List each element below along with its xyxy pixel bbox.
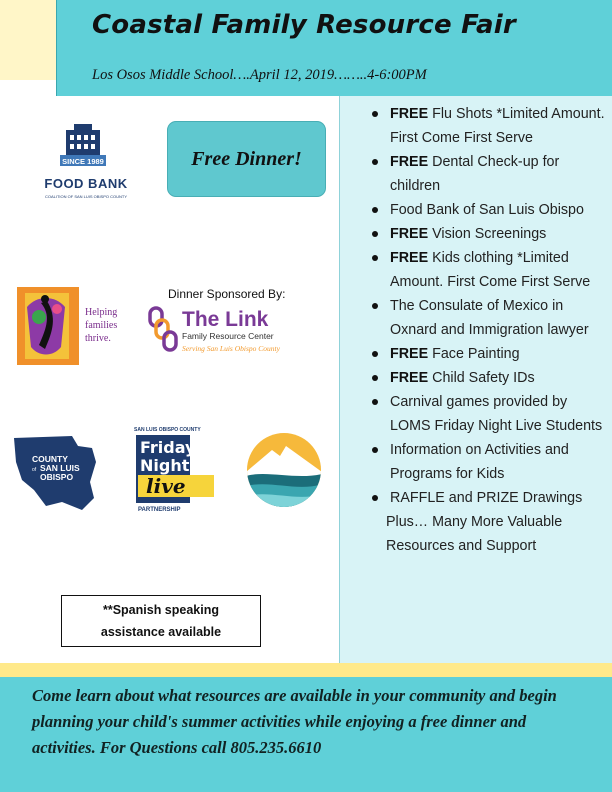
item-text: Dental Check-up for children [390,154,560,194]
item-text: Information on Activities and Programs for Kids [390,442,569,482]
county-line3: OBISPO [40,472,74,482]
list-item [340,366,608,390]
item-text: Flu Shots *Limited Amount. First Come First Serve [390,106,605,146]
free-label: FREE [390,226,429,242]
footer-accent [0,663,612,677]
free-label: FREE [390,346,429,362]
spanish-assistance-note [61,595,261,647]
fnl-top: SAN LUIS OBISPO COUNTY [134,427,201,433]
footer-message: Come learn about what resources are available in your community and begin planning your child's summer activities while enjoying a free dinner and activities. For Questions call 805.235.6610 [32,686,557,757]
resources-panel [339,96,612,663]
list-item [340,438,608,486]
list-item [340,150,608,198]
fnl-night: Night [140,456,190,475]
item-text: RAFFLE and PRIZE Drawings [390,490,583,506]
free-label: FREE [390,370,429,386]
county-logo [12,432,102,514]
free-label: FREE [390,154,429,170]
fnl-friday: Friday [140,438,196,457]
mountain-wave-logo [246,432,322,508]
item-text: Child Safety IDs [428,370,535,386]
sponsor-label: Dinner Sponsored By: [168,287,286,301]
the-link-tag: Serving San Luis Obispo County [182,344,280,353]
fnl-bottom: PARTNERSHIP [138,507,181,513]
fnl-live: live [146,474,186,498]
county-line2: SAN LUIS [40,463,80,473]
list-item [340,198,608,222]
food-bank-logo [36,120,140,202]
free-label: FREE [390,106,429,122]
item-text: Face Painting [428,346,520,362]
header-accent [0,0,56,80]
event-details: Los Osos Middle School….April 12, 2019……..4-6:00PM [92,67,427,83]
thrive-word: thrive. [85,333,111,344]
item-text: Vision Screenings [428,226,547,242]
the-link-sub: Family Resource Center [182,331,274,341]
helping-word: Helping [85,307,118,318]
list-item [340,222,608,246]
free-dinner-box: Free Dinner! [167,121,326,197]
page-title: Coastal Family Resource Fair [92,10,516,40]
list-item [340,102,608,150]
food-bank-sub: COALITION OF SAN LUIS OBISPO COUNTY [44,194,128,199]
helping-families-logo [17,287,141,367]
food-bank-name: FOOD BANK [44,176,128,191]
list-item [340,294,608,342]
county-of: of [32,467,37,473]
list-item [340,486,608,510]
the-link-name: The Link [182,308,269,331]
free-label: FREE [390,250,429,266]
item-text: Carnival games provided by LOMS Friday Night Live Students [390,394,603,434]
list-item [340,390,608,438]
item-text: Kids clothing *Limited Amount. First Come First Serve [390,250,591,290]
county-line1: COUNTY [32,454,68,464]
item-text: The Consulate of Mexico in Oxnard and Immigration lawyer [390,298,589,338]
list-item [340,342,608,366]
spanish-line1: **Spanish speaking [102,603,219,617]
friday-night-live-logo [130,423,220,513]
families-word: families [85,320,118,331]
resources-list [340,102,608,558]
food-bank-badge: SINCE 1989 [62,157,104,166]
item-text: Food Bank of San Luis Obispo [390,202,584,218]
the-link-logo [146,302,322,360]
list-item [340,246,608,294]
list-tail: Plus… Many More Valuable Resources and Support [386,514,563,554]
spanish-line2: assistance available [100,625,222,639]
